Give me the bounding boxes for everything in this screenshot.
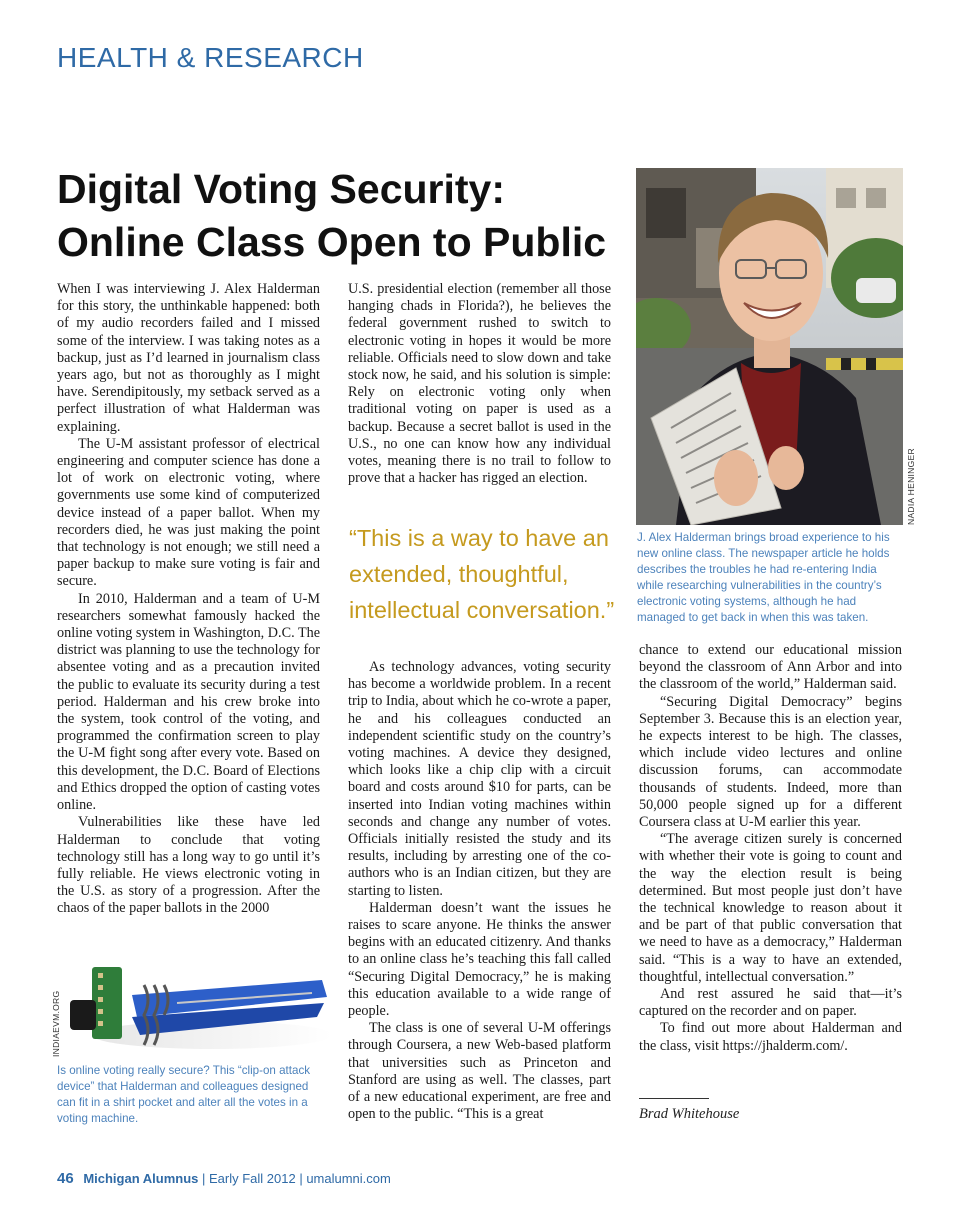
photo-caption: J. Alex Halderman brings broad experience to his new online class. The newspaper article he holds describes the troubles he had re-entering India while researching vulnerabilities in the country’s electronic voting systems, although he had managed to get back in when this was taken. bbox=[637, 531, 890, 624]
paragraph: The U-M assistant professor of electrical engineering and computer science has done a lot of work on electronic voting, where governments use some kind of computerized device instead of a paper ballot. When my recorders died, he was just making the point that technology is not enough; we still need a paper backup to make sure voting is fair and secure. bbox=[57, 435, 320, 590]
portrait-illustration bbox=[636, 168, 903, 525]
device-illustration bbox=[62, 955, 334, 1055]
paragraph: “The average citizen surely is concerned with whether their vote is going to count and the way the election result is being determined. But most people just don’t have the technical knowledge to reason about it and be part of that public conversation that we need to have as a democracy,” Halderman said. “This is a way to have an extended, thoughtful, intellectual conversation.” bbox=[639, 831, 902, 985]
body-column-3 bbox=[639, 642, 902, 1055]
section-label: HEALTH & RESEARCH bbox=[57, 42, 364, 73]
device-image-credit: INDIAEVM.ORG bbox=[51, 990, 61, 1057]
paragraph: chance to extend our educational mission beyond the classroom of Ann Arbor and into the classroom of the world,” Halderman said. bbox=[639, 642, 902, 693]
body-column-2-bottom bbox=[348, 659, 611, 1123]
body-column-2-top bbox=[348, 281, 611, 487]
byline-rule bbox=[639, 1098, 709, 1099]
byline: Brad Whitehouse bbox=[639, 1106, 740, 1122]
paragraph: And rest assured he said that—it’s captured on the recorder and on paper. bbox=[639, 986, 902, 1020]
pull-quote: “This is a way to have an extended, thoughtful, intellectual conversation.” bbox=[349, 525, 615, 623]
body-column-1 bbox=[57, 281, 320, 918]
magazine-name: Michigan Alumnus bbox=[83, 1171, 199, 1186]
paragraph: U.S. presidential election (remember all those hanging chads in Florida?), he believes the federal government rushed to switch to electronic voting in hopes it would be more reliable. Officials need to slow down and take stock now, he said, and his solution is simple: Rely on electronic voting only when traditional voting on paper is used as a backup. Because a secret ballot is used in the U.S., no one can know how any individual votes, meaning there is no trail to follow to prove that a hacker has rigged an election. bbox=[348, 281, 611, 487]
headline-line-1: Digital Voting Security: bbox=[57, 166, 505, 212]
halderman-photo bbox=[636, 168, 903, 525]
issue-info: | Early Fall 2012 | umalumni.com bbox=[202, 1171, 391, 1186]
paragraph: Vulnerabilities like these have led Halderman to conclude that voting technology still has a long way to go until it’s fully reliable. He views electronic voting in the U.S. as story of a progression. After the chaos of the paper ballots in the 2000 bbox=[57, 814, 320, 917]
page-number: 46 bbox=[57, 1170, 74, 1187]
photo-credit: NADIA HENINGER bbox=[906, 448, 916, 525]
clip-on-device-image bbox=[62, 955, 334, 1055]
paragraph: When I was interviewing J. Alex Halderman for this story, the unthinkable happened: both of my audio recorders failed and I missed some of the interview. I was taking notes as a backup, just as I’d learned in journalism class years ago, but not as thoroughly as I might have. Serendipitously, my setback served as a perfect illustration of what Halderman was explaining. bbox=[57, 281, 320, 435]
paragraph: To find out more about Halderman and the class, visit https://jhalderm.com/. bbox=[639, 1020, 902, 1054]
headline-line-2: Online Class Open to Public bbox=[57, 219, 607, 265]
paragraph: In 2010, Halderman and a team of U-M researchers somewhat famously hacked the online voting system in Washington, D.C. The district was planning to use the technology for absentee voting and as a precaution invited the public to evaluate its security during a test period. Halderman and his crew broke into the system, took control of the voting, and programmed the confirmation screen to play the U-M fight song after every vote. Based on this development, the D.C. Board of Elections and Ethics dropped the option of casting votes online. bbox=[57, 590, 320, 814]
paragraph: The class is one of several U-M offerings through Coursera, a new Web-based platform that universities such as Princeton and Stanford are using as well. The classes, part of a new educational experiment, are free and open to the public. “This is a great bbox=[348, 1020, 611, 1123]
paragraph: Halderman doesn’t want the issues he raises to scare anyone. He thinks the answer begins with an educated citizenry. And thanks to an online class he’s teaching this fall called “Securing Digital Democracy,” he is making this education available to a wide range of people. bbox=[348, 899, 611, 1020]
paragraph: As technology advances, voting security has become a worldwide problem. In a recent trip to India, about which he co-wrote a paper, he and his colleagues conducted an independent scientific study on the country’s voting machines. A device they designed, which looks like a chip clip with a circuit board and costs around $10 for parts, can be inserted into Indian voting machines within seconds and change any number of votes. Officials initially resisted the study and its results, including by arresting one of the co-authors who is an Indian citizen, but they are starting to listen. bbox=[348, 659, 611, 899]
device-caption: Is online voting really secure? This “clip-on attack device” that Halderman and colleagues designed can fit in a shirt pocket and alter all the votes in a voting machine. bbox=[57, 1064, 311, 1125]
page-footer bbox=[57, 1170, 391, 1187]
paragraph: “Securing Digital Democracy” begins September 3. Because this is an election year, he expects interest to be high. The classes, which include video lectures and online discussion forums, can accommodate thousands of students. Indeed, more than 50,000 people signed up for a different Coursera class at U-M earlier this year. bbox=[639, 693, 902, 831]
headline bbox=[57, 163, 627, 269]
